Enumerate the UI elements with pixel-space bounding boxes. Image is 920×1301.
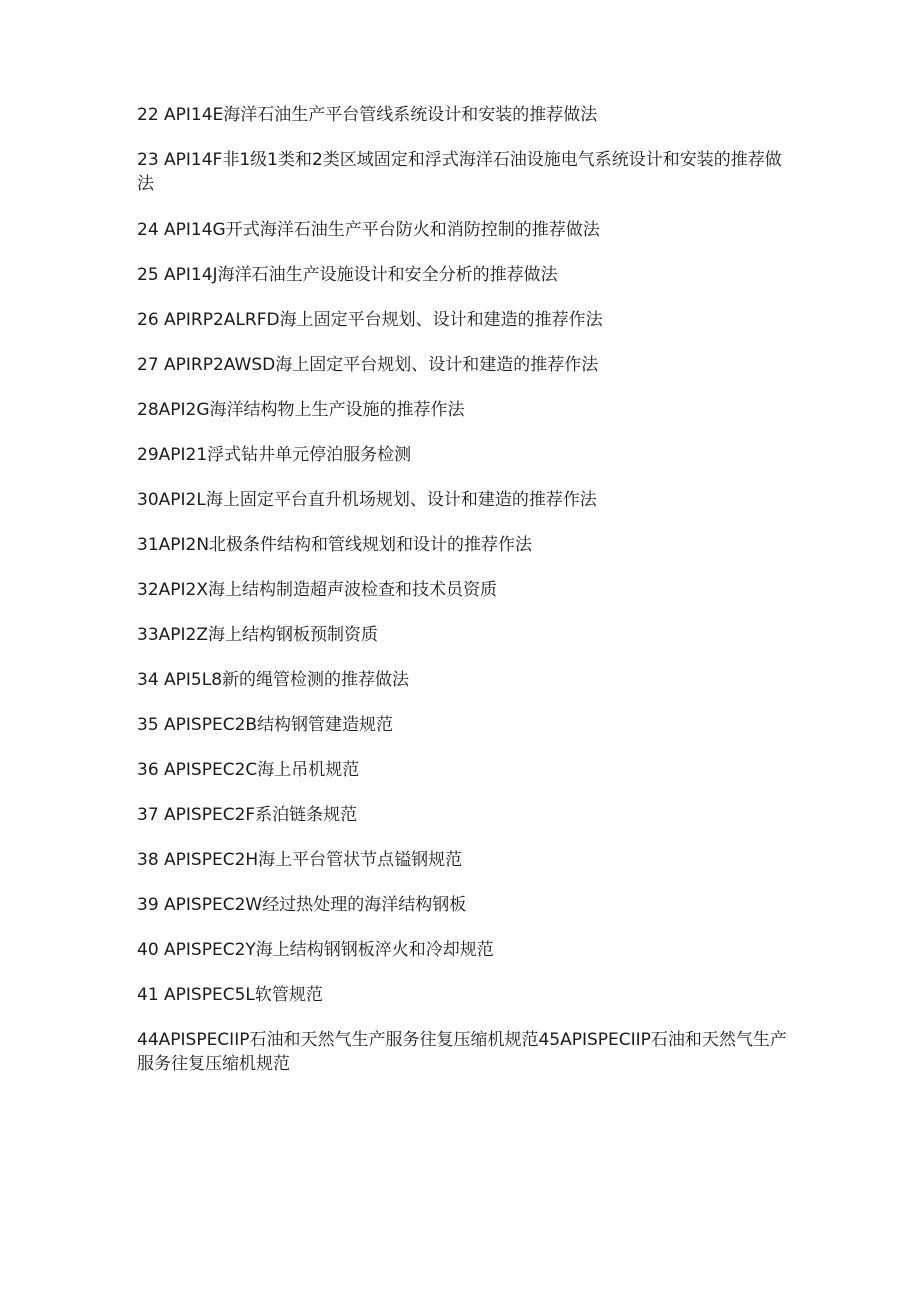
list-item: 28API2G海洋结构物上生产设施的推荐作法	[137, 400, 465, 420]
list-item: 25 API14J海洋石油生产设施设计和安全分析的推荐做法	[137, 265, 558, 285]
list-item: 39 APISPEC2W经过热处理的海洋结构钢板	[137, 895, 467, 915]
list-item: 24 API14G开式海洋石油生产平台防火和消防控制的推荐做法	[137, 220, 600, 240]
list-item: 29API21浮式钻井单元停泊服务检测	[137, 445, 412, 465]
list-item: 27 APIRP2AWSD海上固定平台规划、设计和建造的推荐作法	[137, 355, 599, 375]
list-item: 41 APISPEC5L软管规范	[137, 985, 323, 1005]
list-item: 44APISPECIIP石油和天然气生产服务往复压缩机规范45APISPECIIP石油和天然气生产服务往复压缩机规范	[137, 1030, 787, 1074]
list-item: 40 APISPEC2Y海上结构钢钢板淬火和冷却规范	[137, 940, 494, 960]
list-item: 36 APISPEC2C海上吊机规范	[137, 760, 360, 780]
list-item: 23 API14F非1级1类和2类区域固定和浮式海洋石油设施电气系统设计和安装的推荐做法	[137, 150, 782, 194]
standards-list	[137, 103, 797, 1098]
list-item: 30API2L海上固定平台直升机场规划、设计和建造的推荐作法	[137, 490, 597, 510]
list-item: 34 API5L8新的绳管检测的推荐做法	[137, 670, 410, 690]
list-item: 31API2N北极条件结构和管线规划和设计的推荐作法	[137, 535, 533, 555]
list-item: 35 APISPEC2B结构钢管建造规范	[137, 715, 394, 735]
list-item: 38 APISPEC2H海上平台管状节点镒钢规范	[137, 850, 463, 870]
list-item: 37 APISPEC2F系泊链条规范	[137, 805, 358, 825]
list-item: 32API2X海上结构制造超声波检查和技术员资质	[137, 580, 497, 600]
list-item: 22 API14E海洋石油生产平台管线系统设计和安装的推荐做法	[137, 105, 598, 125]
list-item: 26 APIRP2ALRFD海上固定平台规划、设计和建造的推荐作法	[137, 310, 603, 330]
list-item: 33API2Z海上结构钢板预制资质	[137, 625, 378, 645]
